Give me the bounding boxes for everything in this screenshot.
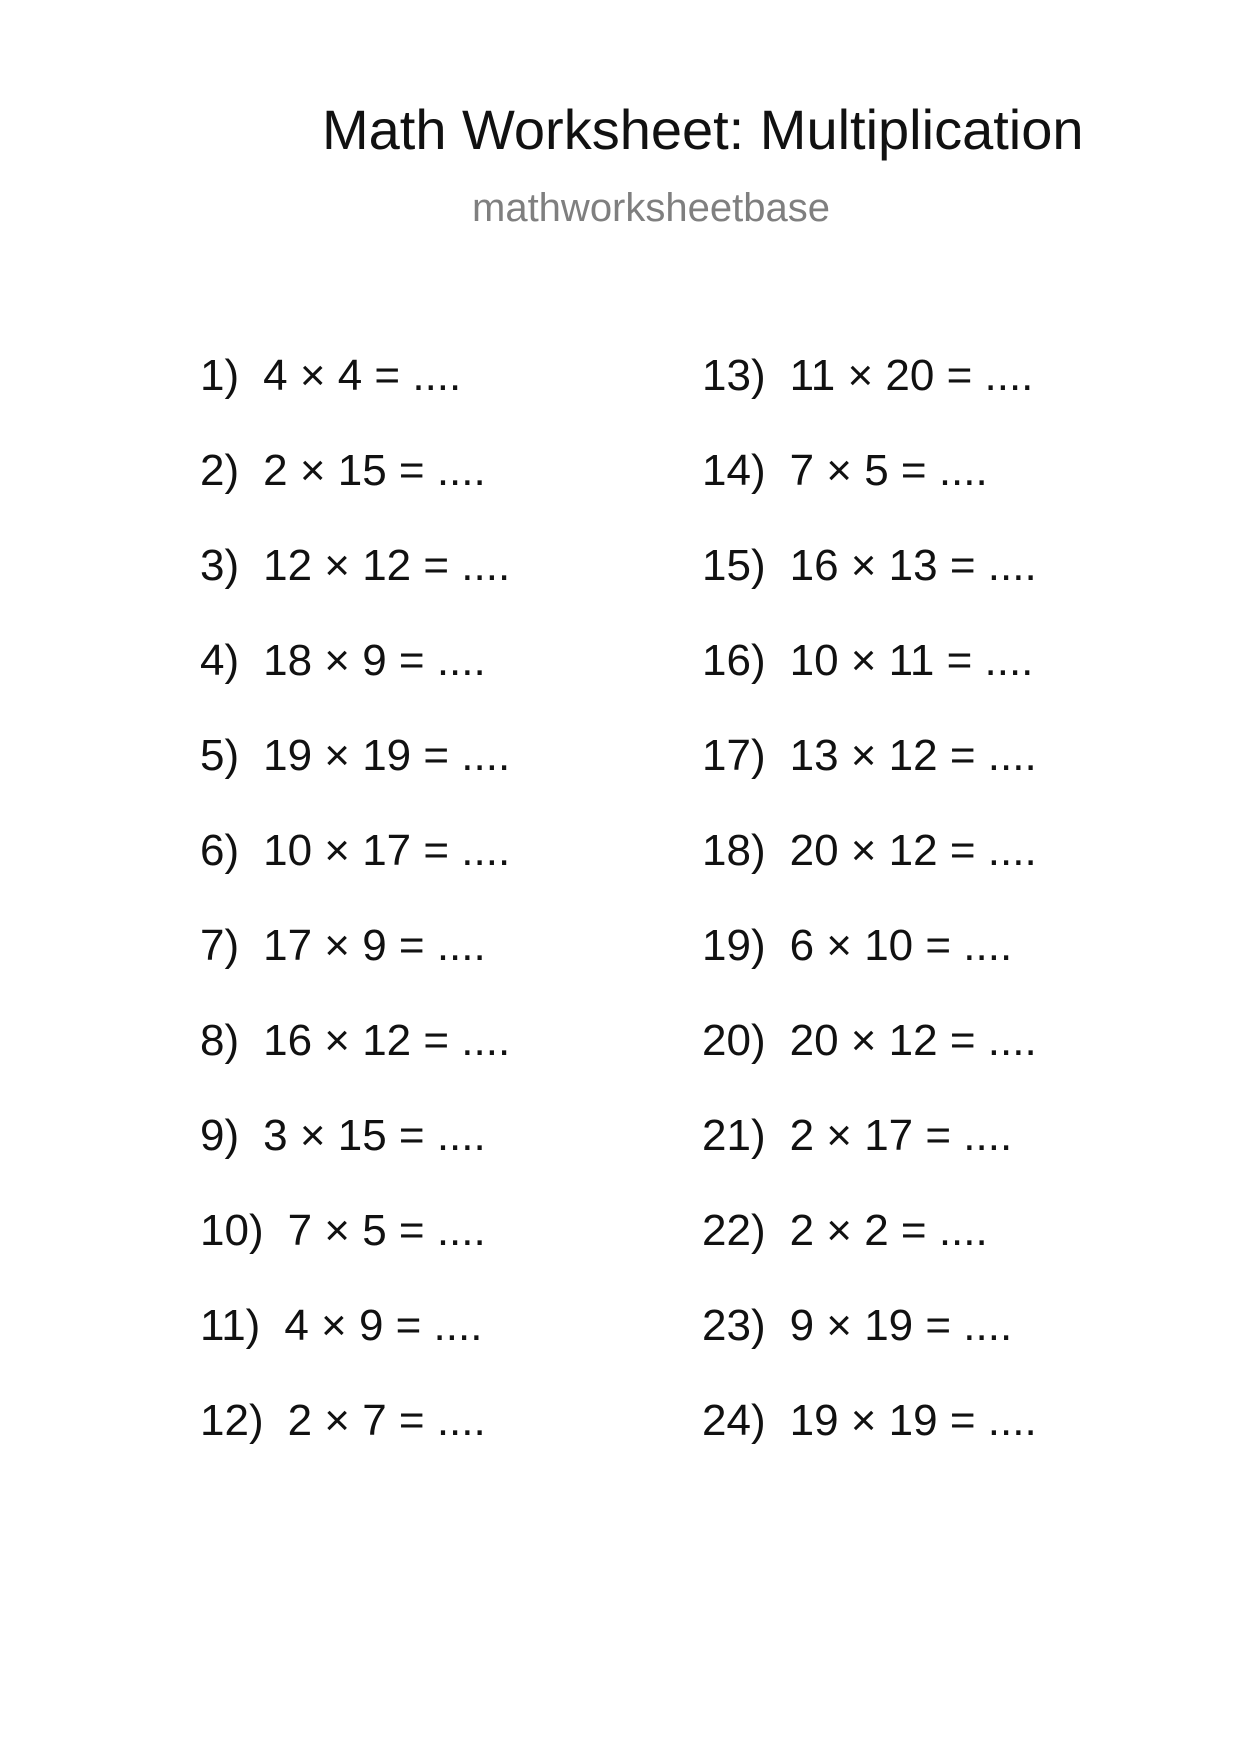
problem-expression: 17 × 9 = .... [263,921,486,970]
problem-number: 18) [702,826,766,875]
problem-number: 24) [702,1396,766,1445]
problem-item [200,1110,510,1205]
problem-number: 6) [200,826,240,875]
problem-number: 7) [200,921,240,970]
problem-number: 20) [702,1016,766,1065]
problem-number: 3) [200,541,240,590]
problem-expression: 7 × 5 = .... [789,446,988,495]
problem-item [702,1395,1037,1490]
problem-item [702,445,1037,540]
problem-number: 15) [702,541,766,590]
problem-expression: 10 × 11 = .... [789,636,1034,685]
problem-item [702,1110,1037,1205]
problem-number: 19) [702,921,766,970]
problem-expression: 16 × 13 = .... [789,541,1037,590]
problem-number: 12) [200,1396,264,1445]
problem-item [200,445,510,540]
problem-expression: 11 × 20 = .... [789,351,1034,400]
problem-item [200,730,510,825]
problem-item [702,1205,1037,1300]
problem-expression: 2 × 17 = .... [789,1111,1013,1160]
problem-item [702,920,1037,1015]
problem-expression: 12 × 12 = .... [263,541,511,590]
problem-item [200,825,510,920]
problem-item [702,1300,1037,1395]
problem-item [702,540,1037,635]
problem-number: 14) [702,446,766,495]
page-subtitle: mathworksheetbase [472,186,830,230]
problem-item [200,635,510,730]
problem-expression: 6 × 10 = .... [789,921,1013,970]
problem-expression: 16 × 12 = .... [263,1016,511,1065]
problems-column-left [200,350,510,1490]
problem-expression: 2 × 15 = .... [263,446,486,495]
problem-expression: 19 × 19 = .... [789,1396,1037,1445]
problem-expression: 19 × 19 = .... [263,731,511,780]
problem-item [200,1205,510,1300]
problem-item [702,1015,1037,1110]
problem-expression: 9 × 19 = .... [789,1301,1013,1350]
problem-item [200,540,510,635]
problem-item [702,730,1037,825]
problem-expression: 13 × 12 = .... [789,731,1037,780]
problem-number: 13) [702,351,766,400]
problem-expression: 7 × 5 = .... [287,1206,486,1255]
problem-number: 11) [200,1301,261,1350]
problem-item [200,1395,510,1490]
problem-expression: 20 × 12 = .... [789,1016,1037,1065]
problem-item [200,1300,510,1395]
problem-number: 2) [200,446,240,495]
problem-number: 16) [702,636,766,685]
problem-number: 9) [200,1111,240,1160]
problem-number: 21) [702,1111,766,1160]
problem-item [702,635,1037,730]
problem-number: 1) [200,351,240,400]
problem-expression: 4 × 9 = .... [284,1301,483,1350]
problem-item [200,920,510,1015]
problem-item [200,1015,510,1110]
problem-expression: 2 × 2 = .... [789,1206,988,1255]
problem-number: 17) [702,731,766,780]
problem-expression: 18 × 9 = .... [263,636,486,685]
problem-number: 8) [200,1016,240,1065]
problem-item [702,350,1037,445]
problem-expression: 2 × 7 = .... [287,1396,486,1445]
problem-number: 23) [702,1301,766,1350]
problem-number: 10) [200,1206,264,1255]
problem-expression: 20 × 12 = .... [789,826,1037,875]
problem-expression: 3 × 15 = .... [263,1111,486,1160]
problem-number: 4) [200,636,240,685]
problem-number: 22) [702,1206,766,1255]
problem-expression: 10 × 17 = .... [263,826,511,875]
problem-item [702,825,1037,920]
problem-item [200,350,510,445]
problem-expression: 4 × 4 = .... [263,351,462,400]
problem-number: 5) [200,731,240,780]
problems-column-right [702,350,1037,1490]
page-title: Math Worksheet: Multiplication [322,98,1084,161]
